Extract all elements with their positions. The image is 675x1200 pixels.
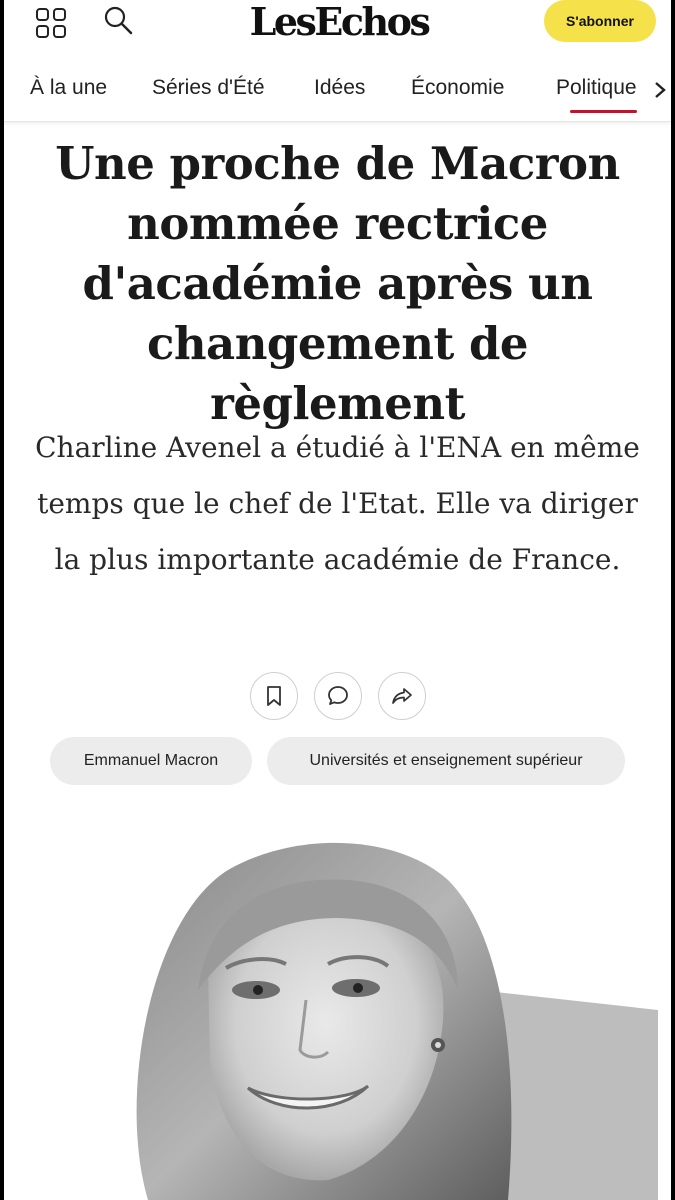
nav-item-series-d-ete[interactable]: Séries d'Été [152,76,265,99]
nav-item-economie[interactable]: Économie [411,76,505,99]
subscribe-button[interactable]: S'abonner [544,0,656,42]
article-photo [38,840,658,1200]
nav-item-politique[interactable]: Politique [556,76,637,99]
site-logo[interactable]: LesEchos [249,0,429,44]
tag-universites[interactable]: Universités et enseignement supérieur [267,737,625,785]
bookmark-button[interactable] [250,672,298,720]
share-button[interactable] [378,672,426,720]
share-icon [390,684,414,708]
apps-grid-icon[interactable] [34,6,68,40]
chevron-right-icon[interactable] [652,80,668,100]
header [4,0,671,62]
section-nav [4,62,671,122]
app-frame [4,0,671,1200]
nav-item-a-la-une[interactable]: À la une [30,76,108,99]
article-actions [4,672,671,722]
tag-emmanuel-macron[interactable]: Emmanuel Macron [50,737,252,785]
comment-button[interactable] [314,672,362,720]
search-icon[interactable] [102,4,134,36]
bookmark-icon [264,685,284,707]
comment-icon [326,684,350,708]
article-title: Une proche de Macron nommée rectrice d'académie après un changement de règlement [55,137,620,430]
nav-item-idees[interactable]: Idées [314,76,366,99]
article-subtitle: Charline Avenel a étudié à l'ENA en même temps que le chef de l'Etat. Elle va diriger la plus importante académie de France. [35,431,640,576]
